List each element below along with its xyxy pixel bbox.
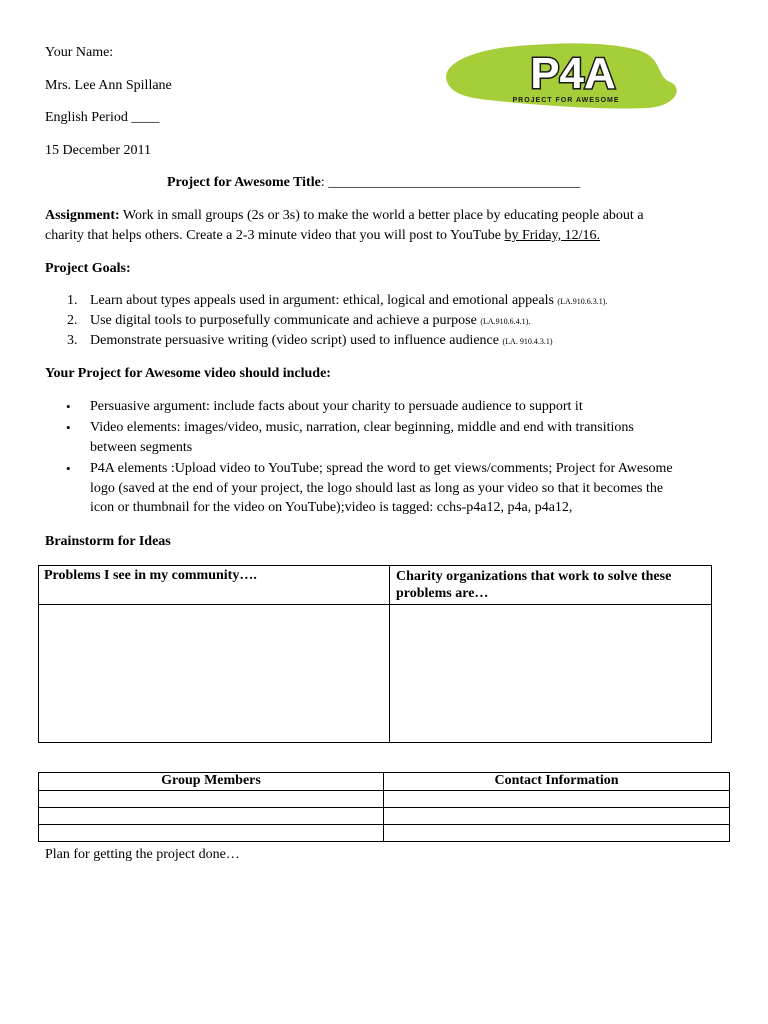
bullet-icon: • <box>66 399 71 414</box>
charity-header-line-1: Charity organizations that work to solve these <box>396 569 672 584</box>
goal-item <box>90 293 607 309</box>
group-member-cell[interactable] <box>39 791 384 808</box>
logo-main-text: P4A <box>530 49 616 98</box>
assignment-label: Assignment: <box>45 208 120 223</box>
goal-item <box>90 313 530 329</box>
your-name-label: Your Name: <box>45 45 114 60</box>
goal-text: Use digital tools to purposefully communicate and achieve a purpose <box>90 313 481 328</box>
goal-number: 2. <box>67 313 78 328</box>
contact-info-header: Contact Information <box>384 773 730 791</box>
bullet-icon: • <box>66 420 71 435</box>
goal-item <box>90 333 552 349</box>
include-item-line: between segments <box>90 440 193 455</box>
date: 15 December 2011 <box>45 143 151 158</box>
assignment-line-1 <box>45 208 644 224</box>
project-title-label: Project for Awesome Title <box>167 175 321 190</box>
assignment-text-1: Work in small groups (2s or 3s) to make the world a better place by educating people about a <box>119 208 644 223</box>
group-member-cell[interactable] <box>39 825 384 842</box>
brainstorm-heading: Brainstorm for Ideas <box>45 534 171 549</box>
goal-code: (LA.910.6.3.1). <box>557 297 608 306</box>
project-title-line <box>167 175 580 191</box>
assignment-text-2: charity that helps others. Create a 2-3 minute video that you will post to YouTube <box>45 228 505 243</box>
goal-text: Demonstrate persuasive writing (video script) used to influence audience <box>90 333 503 348</box>
goal-code: (LA.910.6.4.1). <box>480 317 531 326</box>
include-heading: Your Project for Awesome video should include: <box>45 366 331 381</box>
goals-heading: Project Goals: <box>45 261 131 276</box>
logo-tagline: PROJECT FOR AWESOME <box>512 97 620 104</box>
include-item-line: Video elements: images/video, music, narration, clear beginning, middle and end with transitions <box>90 420 634 435</box>
charities-input-cell[interactable] <box>390 605 712 743</box>
group-table <box>38 772 730 842</box>
assignment-line-2 <box>45 228 600 244</box>
p4a-logo-graphic <box>408 36 728 116</box>
goal-text: Learn about types appeals used in argument: ethical, logical and emotional appeals <box>90 293 558 308</box>
teacher-name: Mrs. Lee Ann Spillane <box>45 78 172 93</box>
english-period: English Period ____ <box>45 110 160 125</box>
contact-info-cell[interactable] <box>384 808 730 825</box>
group-members-header: Group Members <box>39 773 384 791</box>
bullet-icon: • <box>66 461 71 476</box>
brainstorm-table <box>38 565 712 743</box>
problems-input-cell[interactable] <box>39 605 390 743</box>
contact-info-cell[interactable] <box>384 791 730 808</box>
include-item-line: P4A elements :Upload video to YouTube; spread the word to get views/comments; Project for Awesome <box>90 461 673 476</box>
include-item-line: Persuasive argument: include facts about your charity to persuade audience to support it <box>90 399 583 414</box>
goal-number: 1. <box>67 293 78 308</box>
group-member-cell[interactable] <box>39 808 384 825</box>
goal-number: 3. <box>67 333 78 348</box>
brainstorm-col-charities <box>390 566 712 605</box>
include-item-line: icon or thumbnail for the video on YouTube);video is tagged: cchs-p4a12, p4a, p4a12, <box>90 500 573 515</box>
project-title-blank: : ____________________________________ <box>320 175 581 190</box>
charity-header-line-2: problems are… <box>396 586 489 601</box>
plan-text: Plan for getting the project done… <box>45 847 240 862</box>
p4a-logo <box>408 36 728 116</box>
include-item-line: logo (saved at the end of your project, the logo should last as long as your video so that it becomes the <box>90 481 664 496</box>
brainstorm-col-problems: Problems I see in my community…. <box>39 566 390 605</box>
contact-info-cell[interactable] <box>384 825 730 842</box>
assignment-deadline: by Friday, 12/16. <box>504 228 601 243</box>
goal-code: (LA. 910.4.3.1) <box>502 337 553 346</box>
